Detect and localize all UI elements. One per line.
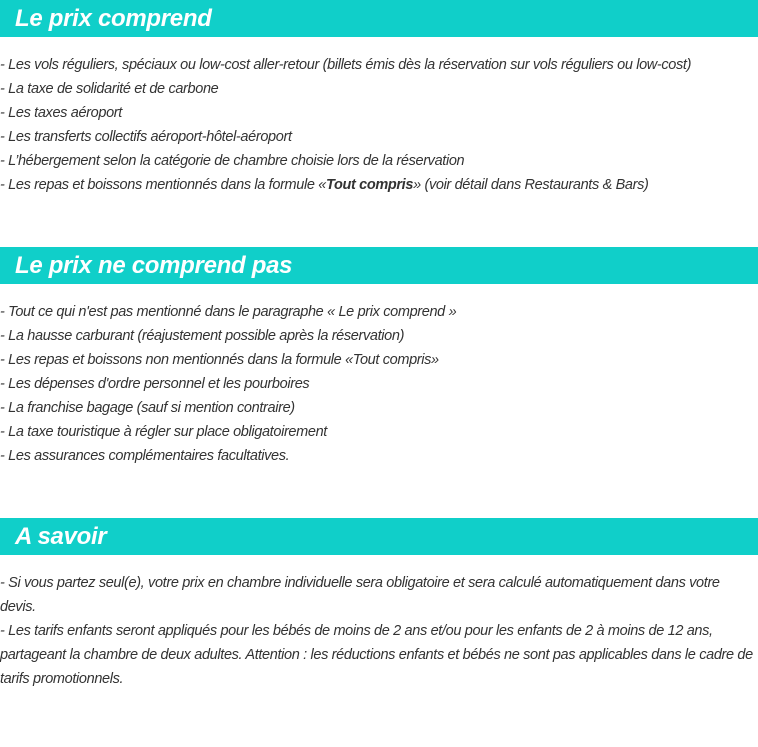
price-includes-list: [0, 53, 756, 197]
list-item: - Les tarifs enfants seront appliqués pour les bébés de moins de 2 ans et/ou pour les enfants de 2 à moins de 12 ans, partageant la chambre de deux adultes. Attention : les réductions enfants et bébés ne sont pas applicables dans le cadre de tarifs promotionnels.: [0, 623, 753, 687]
list-item: - Tout ce qui n'est pas mentionné dans le paragraphe « Le prix comprend »: [0, 304, 457, 320]
list-item: - L’hébergement selon la catégorie de chambre choisie lors de la réservation: [0, 153, 465, 169]
section-header-good-to-know: [0, 518, 758, 555]
all-inclusive-emphasis: Tout compris: [325, 177, 414, 193]
list-item: - Les assurances complémentaires facultatives.: [0, 448, 290, 464]
list-item: - La taxe de solidarité et de carbone: [0, 81, 219, 97]
section-header-price-excludes: [0, 247, 758, 284]
list-item: - Les dépenses d'ordre personnel et les pourboires: [0, 376, 310, 392]
list-item: - La franchise bagage (sauf si mention contraire): [0, 400, 295, 416]
list-item-text: » (voir détail dans Restaurants & Bars): [413, 177, 649, 193]
list-item: - Les transferts collectifs aéroport-hôtel-aéroport: [0, 129, 292, 145]
section-title: A savoir: [15, 523, 107, 550]
list-item: - Les vols réguliers, spéciaux ou low-cost aller-retour (billets émis dès la réservation sur vols réguliers ou low-cost): [0, 57, 692, 73]
section-title: Le prix ne comprend pas: [15, 252, 293, 279]
section-header-price-includes: [0, 0, 758, 37]
list-item: - Les repas et boissons non mentionnés dans la formule «Tout compris»: [0, 352, 439, 368]
list-item: - Les taxes aéroport: [0, 105, 122, 121]
list-item: - La taxe touristique à régler sur place obligatoirement: [0, 424, 327, 440]
section-title: Le prix comprend: [15, 5, 212, 32]
list-item: [0, 173, 756, 197]
good-to-know-list: [0, 571, 756, 691]
list-item: - Si vous partez seul(e), votre prix en chambre individuelle sera obligatoire et sera calculé automatiquement dans votre devis.: [0, 575, 720, 615]
list-item-text: - Les repas et boissons mentionnés dans la formule «: [0, 177, 326, 193]
price-excludes-list: [0, 300, 756, 468]
list-item: - La hausse carburant (réajustement possible après la réservation): [0, 328, 405, 344]
